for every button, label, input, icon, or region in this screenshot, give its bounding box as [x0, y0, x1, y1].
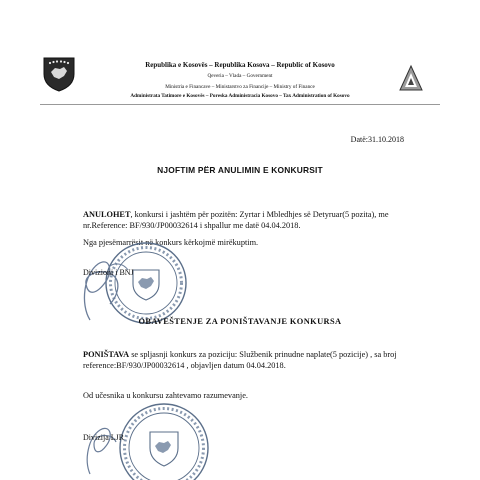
header-line-4: Administrata Tatimore e Kosovës – Poreska Administracia Kosovo – Tax Administration of Kosovo	[130, 93, 350, 99]
header-line-3: Ministria e Financave – Ministarstvo za Financije – Ministry of Finance	[165, 84, 315, 90]
notice-paragraph-3-text: se spljasnji konkurs za poziciju: Službenik prinudne naplate(5 pozicije) , sa broj reference:BF/930/JP00032614 , objavljen datum 04.04.2018.	[83, 350, 397, 370]
notice-title-serbian: OBAVEŠTENJE ZA PONIŠTAVANJE KONKURSA	[138, 317, 342, 326]
signature-label-serbian: Divizija LJR	[83, 433, 125, 442]
notice-paragraph-3	[83, 349, 423, 371]
notice-paragraph-1-text: , konkursi i jashtëm për pozitën: Zyrtar i Mbledhjes së Detyruar(5 pozita), me nr.Reference: BF/930/JP00032614 i shpallur me datë 04.04.2018.	[83, 210, 389, 230]
notice-paragraph-4: Od učesnika u konkursu zahtevamo razumevanje.	[83, 391, 248, 400]
notice-lead-word-serbian: PONIŠTAVA	[83, 350, 130, 359]
handwritten-signature-icon	[76, 420, 136, 475]
header-line-2: Qeveria – Vlada – Government	[207, 73, 273, 79]
document-date: Datë:31.10.2018	[350, 135, 404, 144]
notice-paragraph-2: Nga pjesëmarrësit në konkurs kërkojmë mirëkuptim.	[83, 238, 259, 247]
notice-lead-word: ANULOHET	[83, 210, 131, 219]
notice-title: NJOFTIM PËR ANULIMIN E KONKURSIT	[157, 165, 323, 175]
handwritten-signature-icon	[70, 254, 150, 324]
header-divider	[40, 104, 440, 105]
tax-administration-logo-icon	[398, 64, 424, 94]
signature-label: Divizioni i BNJ	[83, 268, 134, 277]
kosovo-emblem-icon	[42, 56, 76, 92]
header-line-1: Republika e Kosovës – Republika Kosova – Republic of Kosovo	[145, 61, 335, 69]
notice-paragraph-1	[83, 209, 423, 231]
